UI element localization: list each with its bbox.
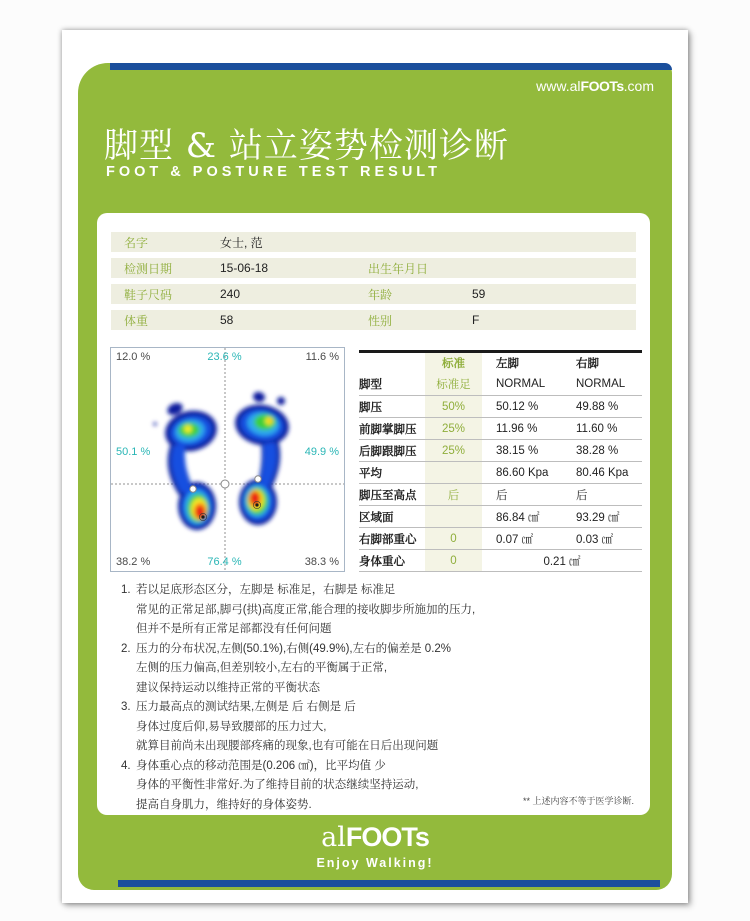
page-title: 脚型 & 站立姿势检测诊断	[104, 126, 509, 166]
field-value: 15-06-18	[220, 261, 269, 275]
row-forefoot-pressure: 前脚掌脚压 25% 11.96 % 11.60 %	[359, 418, 642, 440]
pct-bottom-left: 38.2 %	[116, 556, 151, 568]
field-value: 女士, 范	[220, 235, 263, 250]
patient-row-date	[111, 258, 636, 278]
patient-info-table	[111, 232, 636, 336]
note-line: 4. 身体重心点的移动范围是(0.206 ㎠)，比平均值 少	[121, 759, 386, 772]
top-accent-bar	[110, 63, 672, 70]
note-line: 但并不是所有正常足部都没有任何问题	[136, 623, 332, 635]
row-foot-type: 脚型 标准足 NORMAL NORMAL	[359, 374, 642, 396]
patient-row-weight	[111, 310, 636, 330]
website-url	[536, 78, 654, 94]
footer-brand	[78, 824, 672, 870]
row-heel-pressure: 后脚跟脚压 25% 38.15 % 38.28 %	[359, 440, 642, 462]
field-value: 58	[220, 313, 234, 327]
results-table	[359, 350, 642, 572]
field-label: 鞋子尺码	[124, 287, 173, 302]
report-page	[62, 30, 688, 903]
pct-mid-left: 50.1 %	[116, 446, 151, 458]
note-line: 3. 压力最高点的测试结果,左侧是 后 右侧是 后	[121, 701, 356, 713]
row-average: 平均 86.60 Kpa 80.46 Kpa	[359, 462, 642, 484]
website-prefix: www.al	[536, 78, 581, 94]
note-line: 常见的正常足部,脚弓(拱)高度正常,能合理的接收脚步所施加的压力,	[136, 603, 476, 616]
pct-top-left: 12.0 %	[116, 351, 151, 363]
foot-heatmap-image	[111, 348, 344, 571]
note-line: 建议保持运动以维持正常的平衡状态	[136, 681, 320, 694]
pct-top-right: 11.6 %	[305, 351, 339, 363]
note-line: 提高自身肌力，维持好的身体姿势.	[136, 798, 312, 811]
note-line: 身体过度后仰,易导致腰部的压力过大,	[136, 720, 327, 733]
note-line: 1. 若以足底形态区分，左脚是 标准足，右脚是 标准足	[121, 584, 396, 596]
website-brand: FOOTs	[580, 78, 624, 94]
field-label: 年龄	[368, 287, 393, 302]
results-header-row	[359, 352, 642, 374]
col-right-foot: 右脚	[576, 358, 599, 371]
note-line: 左侧的压力偏高,但差别较小,左右的平衡属于正常,	[136, 662, 388, 674]
pct-bottom-center: 76.4 %	[207, 556, 242, 568]
note-line: 身体的平衡性非常好.为了维持目前的状态继续坚持运动,	[136, 779, 419, 791]
table-bottom-border	[359, 572, 642, 573]
field-label: 检测日期	[124, 261, 173, 276]
row-body-center: 身体重心 0 0.21 ㎠	[359, 550, 642, 572]
field-label: 性别	[368, 313, 393, 328]
col-left-foot: 左脚	[496, 358, 519, 371]
field-value: 240	[220, 287, 241, 301]
row-foot-balance: 右脚部重心 0 0.07 ㎠ 0.03 ㎠	[359, 528, 642, 550]
pct-top-center: 23.6 %	[207, 351, 242, 363]
website-suffix: .com	[623, 78, 654, 94]
note-line: 就算目前尚未出现腰部疼痛的现象,也有可能在日后出现问题	[136, 740, 439, 752]
field-value: F	[472, 313, 480, 327]
alfoots-logo: alFOOTs	[321, 822, 429, 853]
pct-mid-right: 49.9 %	[304, 446, 339, 458]
field-label: 体重	[124, 313, 149, 328]
col-standard: 标准	[425, 352, 482, 374]
row-foot-pressure: 脚压 50% 50.12 % 49.88 %	[359, 396, 642, 418]
report-card	[78, 63, 672, 890]
field-value: 59	[472, 287, 486, 301]
patient-row-name	[111, 232, 636, 252]
foot-pressure-map	[110, 347, 345, 572]
analysis-notes	[121, 581, 626, 815]
pct-bottom-right: 38.3 %	[304, 556, 339, 568]
medical-disclaimer: ** 上述内容不等于医学诊断.	[522, 796, 634, 806]
row-pressure-peak: 脚压至高点 后 后 后	[359, 484, 642, 506]
field-label: 出生年月日	[368, 261, 429, 276]
brand-tagline: Enjoy Walking!	[316, 856, 434, 870]
page-subtitle: FOOT & POSTURE TEST RESULT	[106, 164, 441, 180]
row-area: 区域面 86.84 ㎠ 93.29 ㎠	[359, 506, 642, 528]
content-panel	[97, 213, 650, 815]
bottom-accent-bar	[118, 880, 660, 887]
patient-row-shoe-size	[111, 284, 636, 304]
note-line: 2. 压力的分布状况,左侧(50.1%),右侧(49.9%),左右的偏差是 0.2%	[121, 642, 452, 655]
field-label: 名字	[124, 235, 149, 250]
